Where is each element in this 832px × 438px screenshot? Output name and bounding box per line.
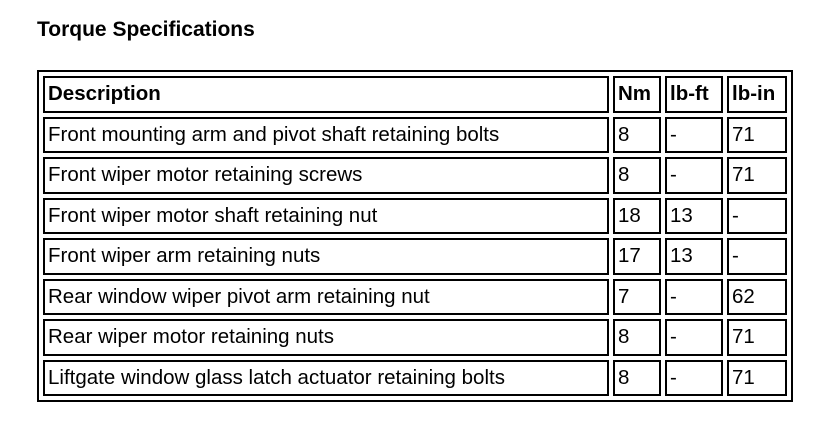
torque-spec-table-frame <box>37 70 793 402</box>
table-row <box>43 157 787 194</box>
cell-description: Front wiper arm retaining nuts <box>43 238 609 275</box>
torque-spec-table <box>39 72 791 400</box>
table-row <box>43 319 787 356</box>
cell-lb-ft: 13 <box>665 198 723 235</box>
table-row <box>43 198 787 235</box>
cell-description: Front wiper motor shaft retaining nut <box>43 198 609 235</box>
cell-description: Front wiper motor retaining screws <box>43 157 609 194</box>
page-title: Torque Specifications <box>37 18 255 41</box>
table-header-row <box>43 76 787 113</box>
cell-lb-in: 62 <box>727 279 787 316</box>
cell-nm: 17 <box>613 238 661 275</box>
table-row <box>43 117 787 154</box>
cell-description: Liftgate window glass latch actuator retaining bolts <box>43 360 609 397</box>
cell-nm: 18 <box>613 198 661 235</box>
header-lb-ft: lb-ft <box>665 76 723 113</box>
header-description: Description <box>43 76 609 113</box>
cell-description: Rear wiper motor retaining nuts <box>43 319 609 356</box>
cell-lb-in: 71 <box>727 157 787 194</box>
cell-lb-ft: - <box>665 319 723 356</box>
cell-nm: 8 <box>613 319 661 356</box>
table-row <box>43 238 787 275</box>
cell-nm: 8 <box>613 117 661 154</box>
cell-nm: 8 <box>613 360 661 397</box>
cell-description: Front mounting arm and pivot shaft retaining bolts <box>43 117 609 154</box>
cell-description: Rear window wiper pivot arm retaining nut <box>43 279 609 316</box>
cell-lb-in: - <box>727 198 787 235</box>
cell-lb-ft: - <box>665 360 723 397</box>
table-row <box>43 360 787 397</box>
table-row <box>43 279 787 316</box>
cell-lb-ft: - <box>665 117 723 154</box>
cell-lb-in: 71 <box>727 117 787 154</box>
cell-lb-in: 71 <box>727 360 787 397</box>
cell-nm: 7 <box>613 279 661 316</box>
cell-lb-ft: 13 <box>665 238 723 275</box>
cell-lb-ft: - <box>665 279 723 316</box>
header-lb-in: lb-in <box>727 76 787 113</box>
cell-lb-ft: - <box>665 157 723 194</box>
cell-nm: 8 <box>613 157 661 194</box>
cell-lb-in: 71 <box>727 319 787 356</box>
cell-lb-in: - <box>727 238 787 275</box>
header-nm: Nm <box>613 76 661 113</box>
